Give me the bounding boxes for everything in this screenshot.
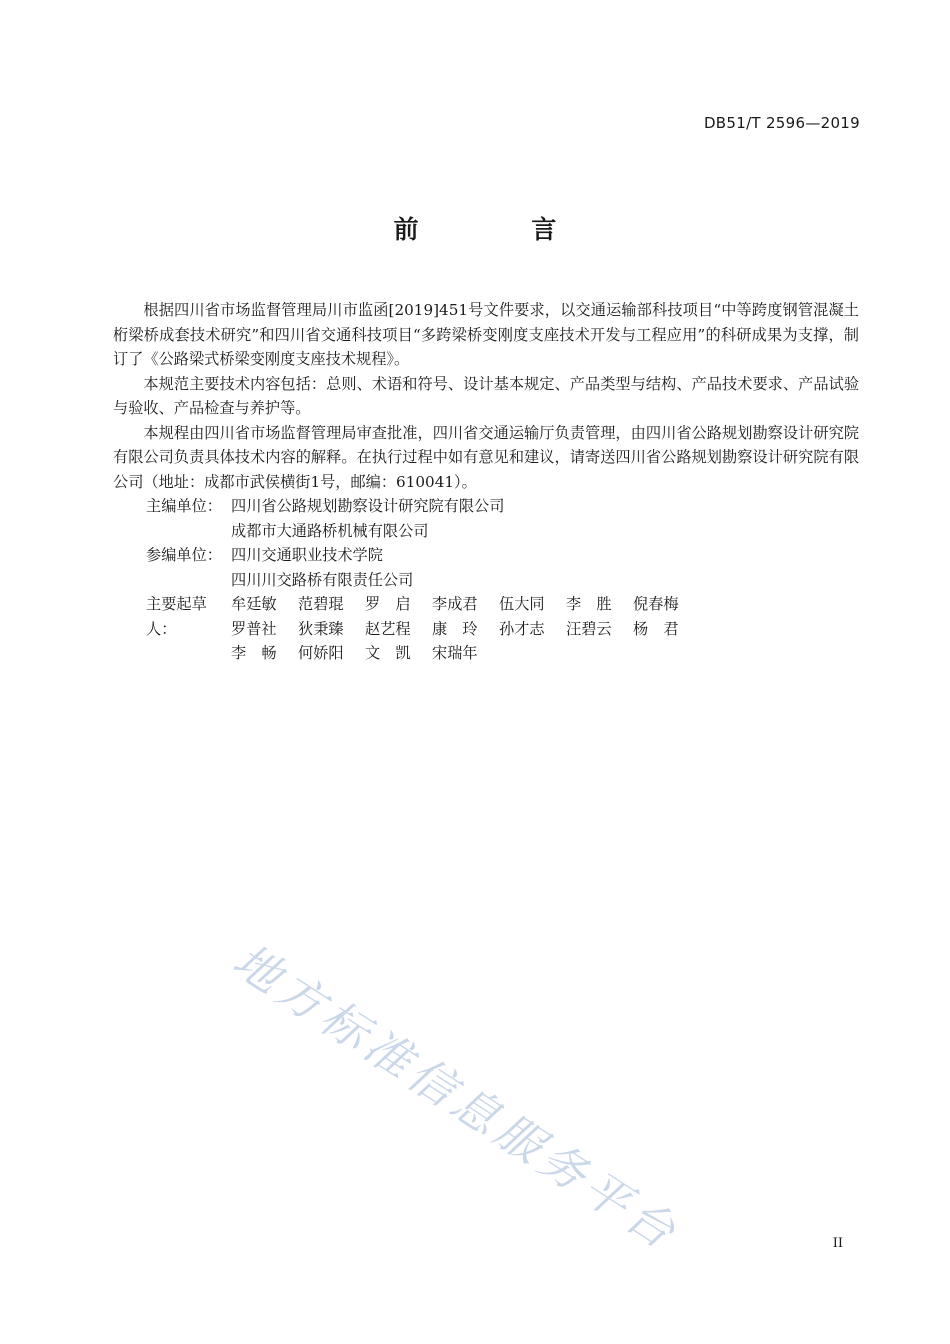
- drafter-name: 倪春梅: [633, 595, 679, 613]
- drafter-name: 孙才志: [499, 619, 545, 638]
- drafter-name: 伍大同: [499, 595, 545, 613]
- paragraph-administration: 本规程由四川省市场监督管理局审查批准，四川省交通运输厅负责管理，由四川省公路规划勘察设计研究院有限公司负责具体技术内容的解释。在执行过程中如有意见和建议，请寄送四川省公路规划勘察设计研究院有限公司（地址：成都市武侯横街1号，邮编：610041）。: [113, 423, 859, 491]
- drafter-name: 康 玲: [432, 619, 478, 638]
- drafter-name: 赵艺程: [365, 619, 411, 638]
- drafter-name: 狄秉臻: [298, 619, 344, 638]
- chief-unit: 成都市大通路桥机械有限公司: [231, 521, 429, 540]
- drafter-name: 宋瑞年: [432, 644, 478, 662]
- drafter-name: 范碧琨: [298, 595, 344, 613]
- drafter-name: 李 胜: [566, 595, 612, 613]
- chief-units-label: 主编单位：: [146, 497, 222, 515]
- page-title: 前 言: [393, 215, 609, 244]
- drafter-name: 李 畅: [231, 644, 277, 662]
- drafter-name: 何娇阳: [298, 644, 344, 662]
- participating-units: [113, 543, 859, 592]
- drafter-name: 李成君: [432, 595, 478, 613]
- drafters-label: 主要起草人：: [146, 595, 207, 638]
- drafter-name: 罗普社: [231, 619, 277, 638]
- drafter-name: 牟廷敏: [231, 595, 277, 613]
- drafter-name: 杨 君: [633, 619, 679, 638]
- standard-code: DB51/T 2596—2019: [703, 114, 860, 132]
- paragraph-basis: 根据四川省市场监督管理局川市监函[2019]451号文件要求，以交通运输部科技项目“中等跨度钢管混凝土桁梁桥成套技术研究”和四川省交通科技项目“多跨梁桥变刚度支座技术开发与工程应用”的科研成果为支撑，制订了《公路梁式桥梁变刚度支座技术规程》。: [113, 301, 859, 368]
- chief-unit: 四川省公路规划勘察设计研究院有限公司: [231, 497, 505, 515]
- drafters-list: [231, 592, 700, 666]
- drafter-name: 文 凯: [365, 644, 411, 662]
- participating-units-list: [231, 543, 413, 592]
- participating-unit: 四川川交路桥有限责任公司: [231, 570, 414, 589]
- participating-unit: 四川交通职业技术学院: [231, 546, 383, 564]
- drafters: [113, 592, 859, 666]
- drafter-name: 罗 启: [365, 595, 411, 613]
- watermark: 地方标准信息服务平台: [223, 932, 690, 1262]
- page-number: II: [832, 1236, 843, 1251]
- drafter-name: 汪碧云: [566, 619, 612, 638]
- participating-units-label: 参编单位：: [146, 546, 222, 564]
- chief-units-list: [231, 494, 504, 543]
- paragraph-contents: 本规范主要技术内容包括：总则、术语和符号、设计基本规定、产品类型与结构、产品技术要求、产品试验与验收、产品检查与养护等。: [113, 374, 859, 417]
- document-body: [113, 298, 859, 666]
- chief-units: [113, 494, 859, 543]
